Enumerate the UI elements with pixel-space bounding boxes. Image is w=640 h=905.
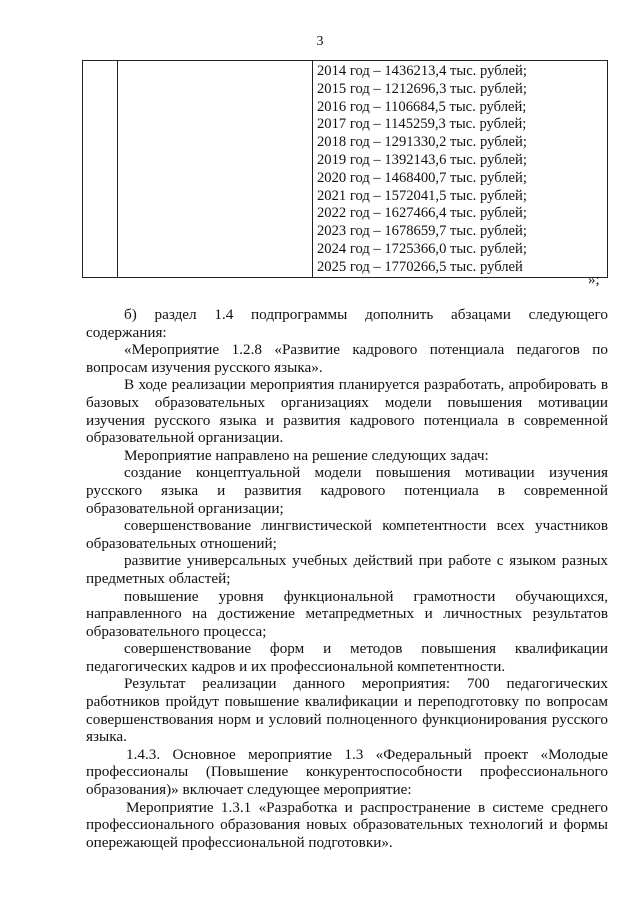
paragraph: б) раздел 1.4 подпрограммы дополнить абзацами следующего содержания: xyxy=(86,306,608,341)
paragraph: В ходе реализации мероприятия планируется разработать, апробировать в базовых образовательных организациях модели повышения мотивации изучения русского языка и развития кадрового потенциала в современной образовательной организации. xyxy=(86,376,608,447)
paragraph: развитие универсальных учебных действий при работе с языком разных предметных областей; xyxy=(86,552,608,587)
paragraph: совершенствование лингвистической компетентности всех участников образовательных отношений; xyxy=(86,517,608,552)
table-cell-empty-2 xyxy=(118,61,313,278)
table-cell-empty-1 xyxy=(83,61,118,278)
table-cell-years xyxy=(313,61,608,278)
closing-quote: »; xyxy=(588,272,600,288)
financing-table xyxy=(82,60,608,278)
year-line: 2020 год – 1468400,7 тыс. рублей; xyxy=(317,169,527,186)
year-line: 2024 год – 1725366,0 тыс. рублей; xyxy=(317,240,527,257)
page-number: 3 xyxy=(316,34,324,49)
year-line: 2017 год – 1145259,3 тыс. рублей; xyxy=(317,116,527,133)
year-line: 2021 год – 1572041,5 тыс. рублей; xyxy=(317,187,527,204)
year-line: 2018 год – 1291330,2 тыс. рублей; xyxy=(317,134,527,151)
year-line: 2015 год – 1212696,3 тыс. рублей; xyxy=(317,80,527,97)
year-line: 2022 год – 1627466,4 тыс. рублей; xyxy=(317,205,527,222)
body-text xyxy=(86,306,608,851)
year-line: 2019 год – 1392143,6 тыс. рублей; xyxy=(317,151,527,168)
year-line: 2014 год – 1436213,4 тыс. рублей; xyxy=(317,63,527,79)
paragraph: совершенствование форм и методов повышения квалификации педагогических кадров и их профессиональной компетентности. xyxy=(86,640,608,675)
paragraph: Мероприятие направлено на решение следующих задач: xyxy=(124,446,489,464)
paragraph: «Мероприятие 1.2.8 «Развитие кадрового потенциала педагогов по вопросам изучения русского языка». xyxy=(86,341,608,376)
year-line: 2016 год – 1106684,5 тыс. рублей; xyxy=(317,98,527,115)
paragraph: повышение уровня функциональной грамотности обучающихся, направленного на достижение метапредметных и личностных результатов образовательного процесса; xyxy=(86,587,608,640)
year-line: 2023 год – 1678659,7 тыс. рублей; xyxy=(317,223,527,240)
year-line: 2025 год – 1770266,5 тыс. рублей xyxy=(317,258,523,275)
paragraph: Мероприятие 1.3.1 «Разработка и распространение в системе среднего профессионального образования новых образовательных технологий и формы опережающей профессиональной подготовки». xyxy=(86,798,608,851)
paragraph: создание концептуальной модели повышения мотивации изучения русского языка и развития кадрового потенциала в современной образовательной организации; xyxy=(86,464,608,517)
paragraph: Результат реализации данного мероприятия: 700 педагогических работников пройдут повышение квалификации и переподготовку по вопросам совершенствования норм и условий полноценного функционирования русского языка. xyxy=(86,675,608,746)
paragraph: 1.4.3. Основное мероприятие 1.3 «Федеральный проект «Молодые профессионалы (Повышение конкурентоспособности профессионального образования)» включает следующее мероприятие: xyxy=(86,745,608,799)
table-row xyxy=(83,61,608,278)
